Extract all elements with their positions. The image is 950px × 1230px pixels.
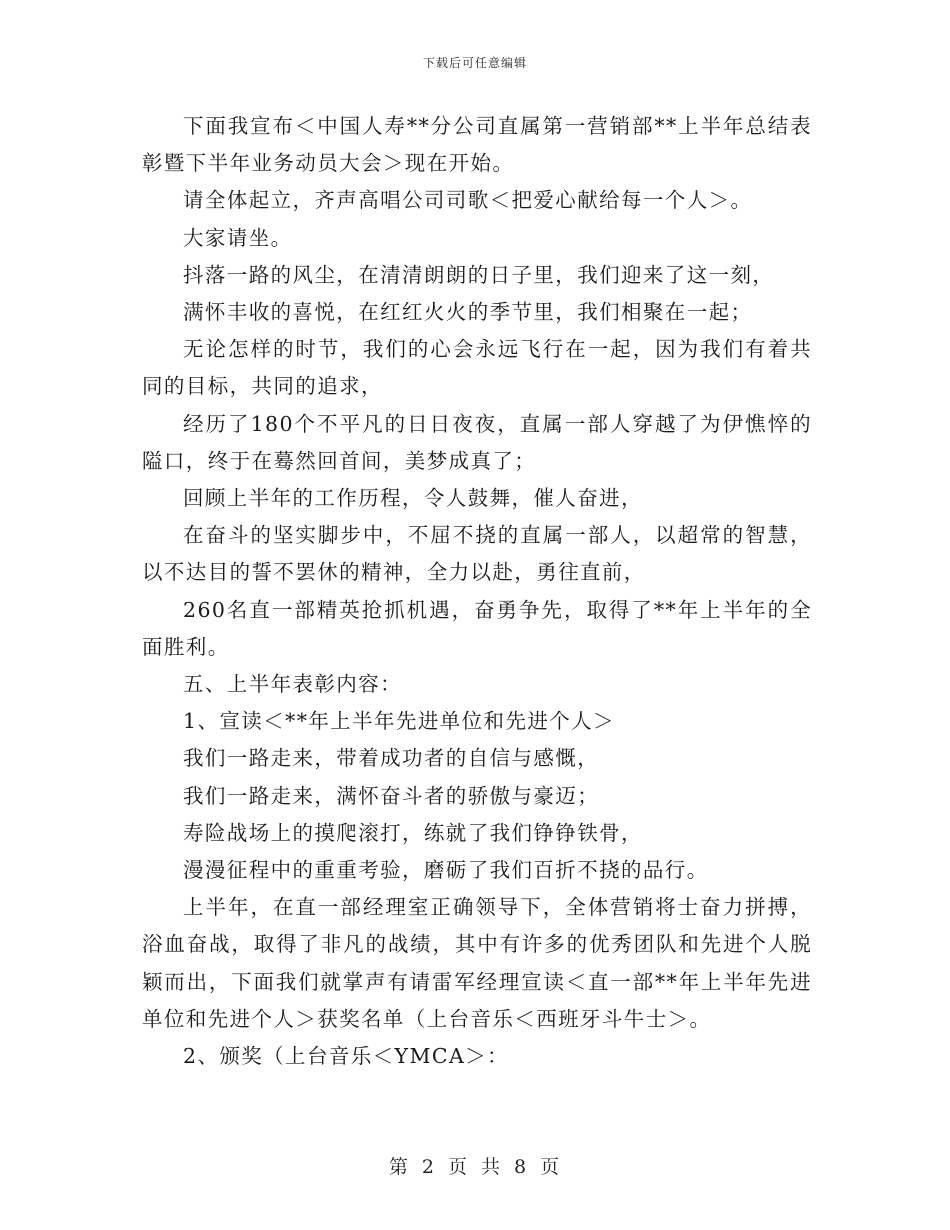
page-header: 下载后可任意编辑 (422, 56, 527, 70)
paragraph: 在奋斗的坚实脚步中，不屈不挠的直属一部人，以超常的智慧，以不达目的誓不罢休的精神，全力以赴，勇往直前， (142, 523, 812, 585)
paragraph: 满怀丰收的喜悦，在红红火火的季节里，我们相聚在一起； (183, 300, 753, 325)
page-footer: 第 2 页 共 8 页 (388, 1156, 562, 1178)
list-item: 2、颁奖（上台音乐＜YMCA＞： (183, 1044, 509, 1069)
section-heading: 五、上半年表彰内容： (183, 672, 402, 697)
paragraph: 我们一路走来，满怀奋斗者的骄傲与豪迈； (183, 783, 600, 808)
list-item: 1、宣读＜**年上半年先进单位和先进个人＞ (183, 709, 615, 734)
paragraph: 请全体起立，齐声高唱公司司歌＜把爱心献给每一个人＞。 (183, 188, 753, 213)
paragraph: 下面我宣布＜中国人寿**分公司直属第一营销部**上半年总结表彰暨下半年业务动员大会＞现在开始。 (142, 114, 812, 176)
document-body (142, 108, 812, 1075)
paragraph: 无论怎样的时节，我们的心会永远飞行在一起，因为我们有着共同的目标，共同的追求， (142, 337, 812, 399)
paragraph: 大家请坐。 (183, 225, 293, 250)
paragraph: 回顾上半年的工作历程，令人鼓舞，催人奋进， (183, 486, 643, 511)
paragraph: 经历了180个不平凡的日日夜夜，直属一部人穿越了为伊憔悴的隘口，终于在蓦然回首间，美梦成真了； (142, 411, 812, 473)
paragraph: 寿险战场上的摸爬滚打，练就了我们铮铮铁骨， (183, 820, 643, 845)
paragraph: 抖落一路的风尘，在清清朗朗的日子里，我们迎来了这一刻， (183, 262, 775, 287)
paragraph: 260名直一部精英抢抓机遇，奋勇争先，取得了**年上半年的全面胜利。 (142, 597, 812, 659)
paragraph: 我们一路走来，带着成功者的自信与感慨， (183, 746, 600, 771)
paragraph: 上半年，在直一部经理室正确领导下，全体营销将士奋力拼搏，浴血奋战，取得了非凡的战绩，其中有许多的优秀团队和先进个人脱颖而出，下面我们就掌声有请雷军经理宣读＜直一部**年上半年先进单位和先进个人＞获奖名单（上台音乐＜西班牙斗牛士＞。 (142, 895, 812, 1031)
paragraph: 漫漫征程中的重重考验，磨砺了我们百折不挠的品行。 (183, 858, 709, 883)
